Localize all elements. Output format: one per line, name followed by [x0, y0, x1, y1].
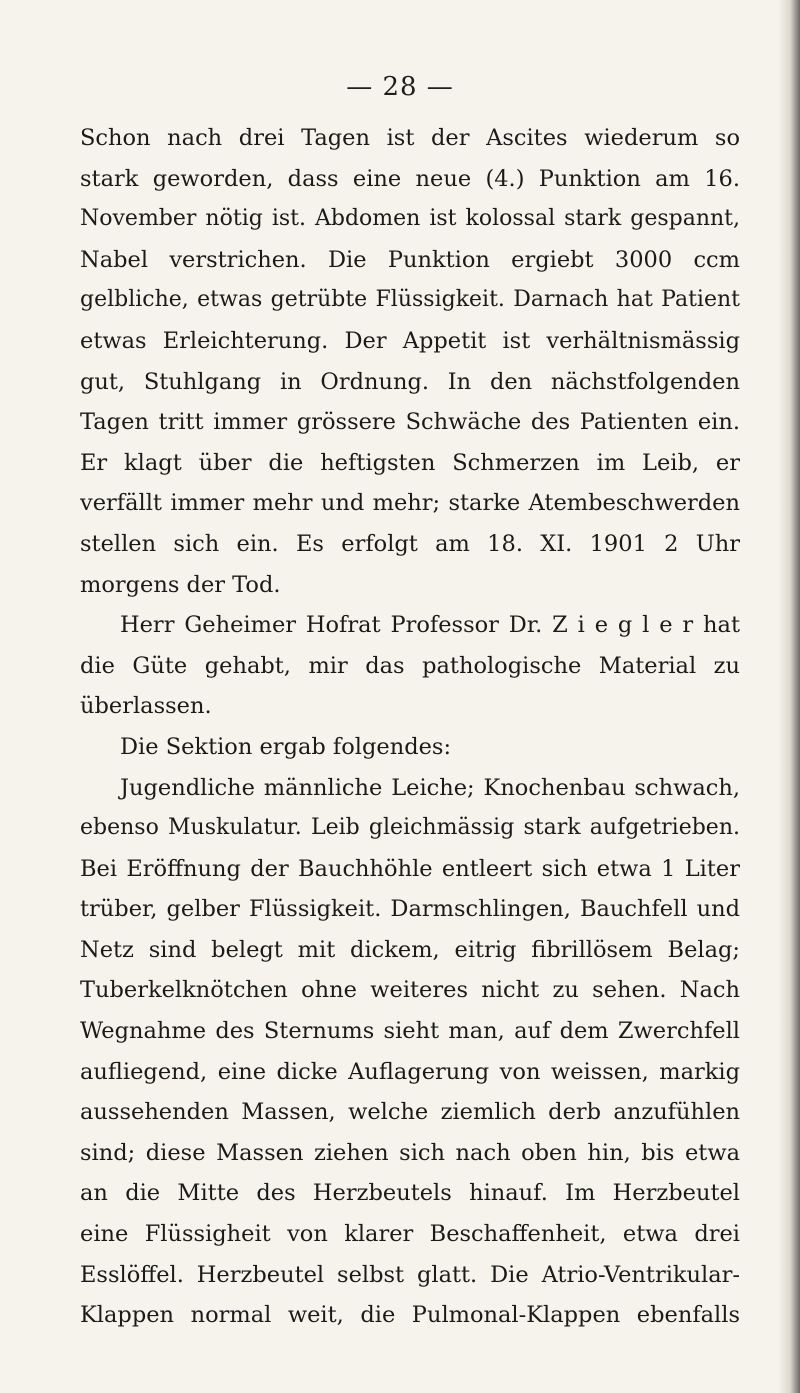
- text-line: die Güte gehabt, mir das pathologische Material zu: [80, 652, 740, 679]
- text-line: Die Sektion ergab folgendes:: [120, 733, 452, 760]
- text-line: an die Mitte des Herzbeutels hinauf. Im Herzbeutel: [80, 1180, 740, 1207]
- text-line: gut, Stuhlgang in Ordnung. In den nächstfolgenden: [80, 368, 740, 395]
- text-line: überlassen.: [80, 693, 212, 720]
- body-text: [80, 118, 740, 1336]
- text-line: sind; diese Massen ziehen sich nach oben hin, bis etwa: [80, 1139, 740, 1166]
- text-line: stellen sich ein. Es erfolgt am 18. XI. 1901 2 Uhr: [80, 530, 740, 557]
- page-number: — 28 —: [346, 72, 454, 102]
- text-line: aussehenden Massen, welche ziemlich derb anzufühlen: [80, 1099, 740, 1126]
- text-line: morgens der Tod.: [80, 571, 281, 598]
- text-line: stark geworden, dass eine neue (4.) Punktion am 16.: [80, 165, 740, 192]
- text-line: Schon nach drei Tagen ist der Ascites wiederum so: [80, 125, 740, 151]
- text-line: Wegnahme des Sternums sieht man, auf dem Zwerchfell: [80, 1018, 740, 1045]
- page-edge-shadow: [778, 0, 800, 1393]
- text-line: November nötig ist. Abdomen ist kolossal stark gespannt,: [80, 206, 740, 232]
- text-line: gelbliche, etwas getrübte Flüssigkeit. Darnach hat Patient: [80, 287, 740, 313]
- text-line: Netz sind belegt mit dickem, eitrig fibrillösem Belag;: [80, 936, 740, 963]
- text-line: verfällt immer mehr und mehr; starke Atembeschwerden: [80, 490, 740, 517]
- text-line: Nabel verstrichen. Die Punktion ergiebt 3000 ccm: [80, 246, 740, 273]
- text-line: ebenso Muskulatur. Leib gleichmässig stark aufgetrieben.: [80, 815, 740, 841]
- text-line: Bei Eröffnung der Bauchhöhle entleert sich etwa 1 Liter: [80, 855, 740, 882]
- text-line: Esslöffel. Herzbeutel selbst glatt. Die Atrio-Ventrikular-: [80, 1261, 740, 1288]
- text-line: Klappen normal weit, die Pulmonal-Klappen ebenfalls: [80, 1302, 740, 1329]
- text-line: aufliegend, eine dicke Auflagerung von weissen, markig: [80, 1058, 740, 1085]
- text-line: etwas Erleichterung. Der Appetit ist verhältnismässig: [80, 327, 740, 354]
- text-line: Tuberkelknötchen ohne weiteres nicht zu sehen. Nach: [80, 977, 740, 1004]
- text-line: Herr Geheimer Hofrat Professor Dr. Z i e g l e r hat: [120, 612, 740, 639]
- text-line: eine Flüssigheit von klarer Beschaffenheit, etwa drei: [80, 1221, 740, 1248]
- text-line: trüber, gelber Flüssigkeit. Darmschlingen, Bauchfell und: [80, 896, 740, 923]
- text-line: Jugendliche männliche Leiche; Knochenbau schwach,: [120, 774, 740, 801]
- text-line: Er klagt über die heftigsten Schmerzen im Leib, er: [80, 449, 740, 476]
- text-line: Tagen tritt immer grössere Schwäche des Patienten ein.: [80, 409, 740, 436]
